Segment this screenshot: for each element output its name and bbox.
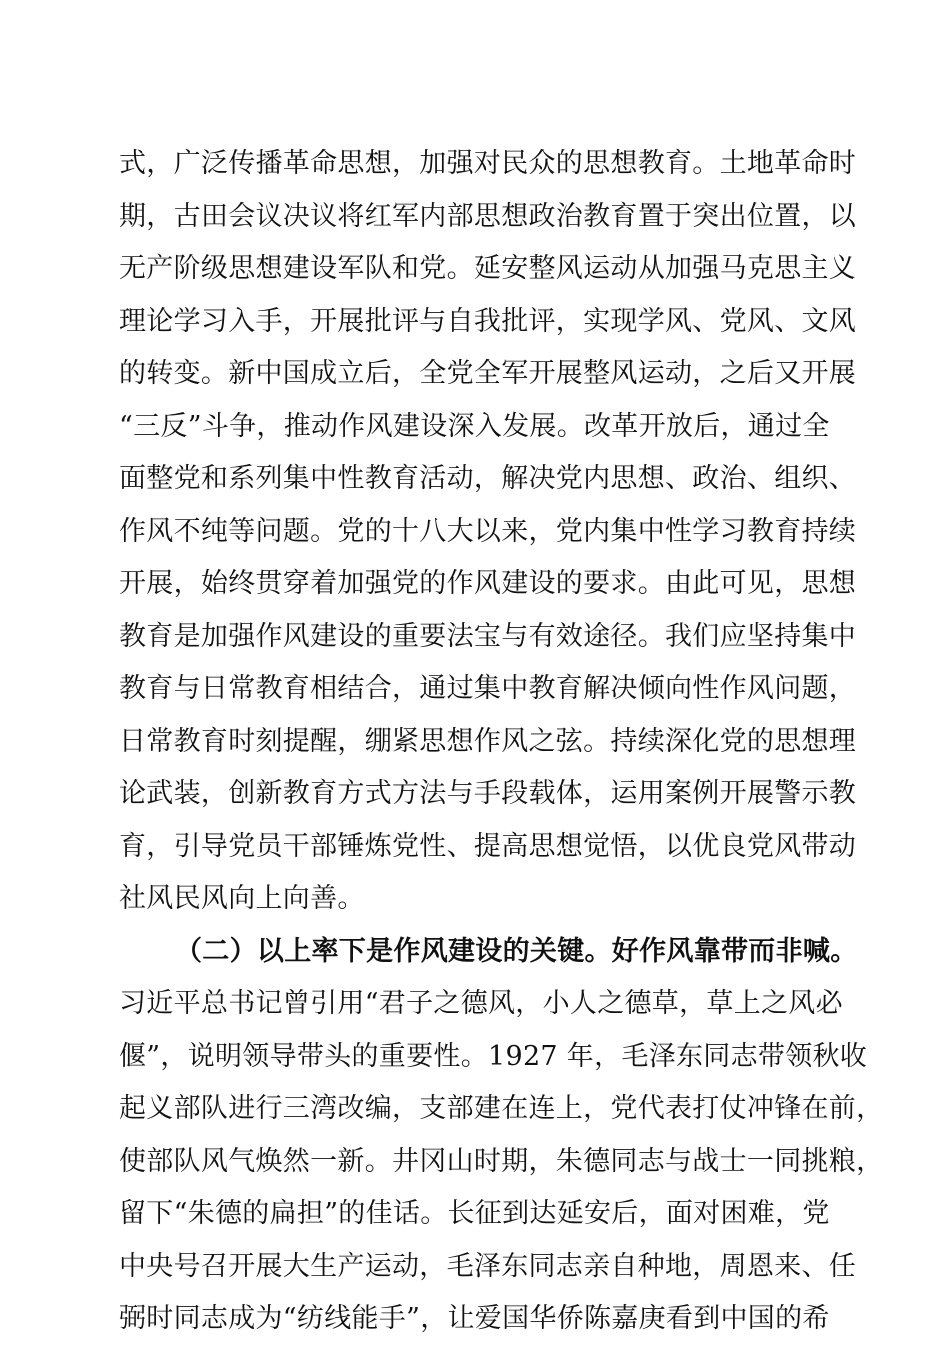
- text-line: 习近平总书记曾引用“君子之德风，小人之德草，草上之风必: [119, 988, 843, 1019]
- text-line: 的转变。新中国成立后，全党全军开展整风运动，之后又开展: [119, 358, 857, 389]
- text-line: 无产阶级思想建设军队和党。延安整风运动从加强马克思主义: [119, 253, 857, 284]
- text-line: 弼时同志成为“纺线能手”，让爱国华侨陈嘉庚看到中国的希: [119, 1303, 830, 1334]
- text-line: 期，古田会议决议将红军内部思想政治教育置于突出位置，以: [119, 200, 857, 232]
- text-line: 面整党和系列集中性教育活动，解决党内思想、政治、组织、: [119, 463, 857, 494]
- text-line: 式，广泛传播革命思想，加强对民众的思想教育。土地革命时: [119, 148, 857, 179]
- text-line: 起义部队进行三湾改编，支部建在连上，党代表打仗冲锋在前，: [119, 1093, 884, 1124]
- text-line: 理论学习入手，开展批评与自我批评，实现学风、党风、文风: [119, 305, 857, 337]
- text-line: 论武装，创新教育方式方法与手段载体，运用案例开展警示教: [119, 778, 857, 809]
- text-line: “三反”斗争，推动作风建设深入发展。改革开放后，通过全: [119, 410, 830, 442]
- text-line: 教育是加强作风建设的重要法宝与有效途径。我们应坚持集中: [119, 620, 857, 652]
- text-line: 中央号召开展大生产运动，毛泽东同志亲自种地，周恩来、任: [119, 1250, 857, 1282]
- text-line: 育，引导党员干部锤炼党性、提高思想觉悟，以优良党风带动: [119, 830, 857, 862]
- text-line: 留下“朱德的扁担”的佳话。长征到达延安后，面对困难，党: [119, 1198, 830, 1229]
- body-text: [119, 138, 884, 1346]
- section-heading-line: （二）以上率下是作风建设的关键。好作风靠带而非喊。: [175, 935, 858, 967]
- text-line: 作风不纯等问题。党的十八大以来，党内集中性学习教育持续: [119, 515, 857, 547]
- text-line: 社风民风向上向善。: [119, 883, 365, 914]
- text-line: 教育与日常教育相结合，通过集中教育解决倾向性作风问题，: [119, 673, 857, 704]
- text-line: 偃”，说明领导带头的重要性。1927 年，毛泽东同志带领秋收: [119, 1040, 868, 1072]
- text-line: 使部队风气焕然一新。井冈山时期，朱德同志与战士一同挑粮，: [119, 1145, 884, 1177]
- text-line: 开展，始终贯穿着加强党的作风建设的要求。由此可见，思想: [119, 568, 857, 599]
- text-line: 日常教育时刻提醒，绷紧思想作风之弦。持续深化党的思想理: [119, 725, 857, 757]
